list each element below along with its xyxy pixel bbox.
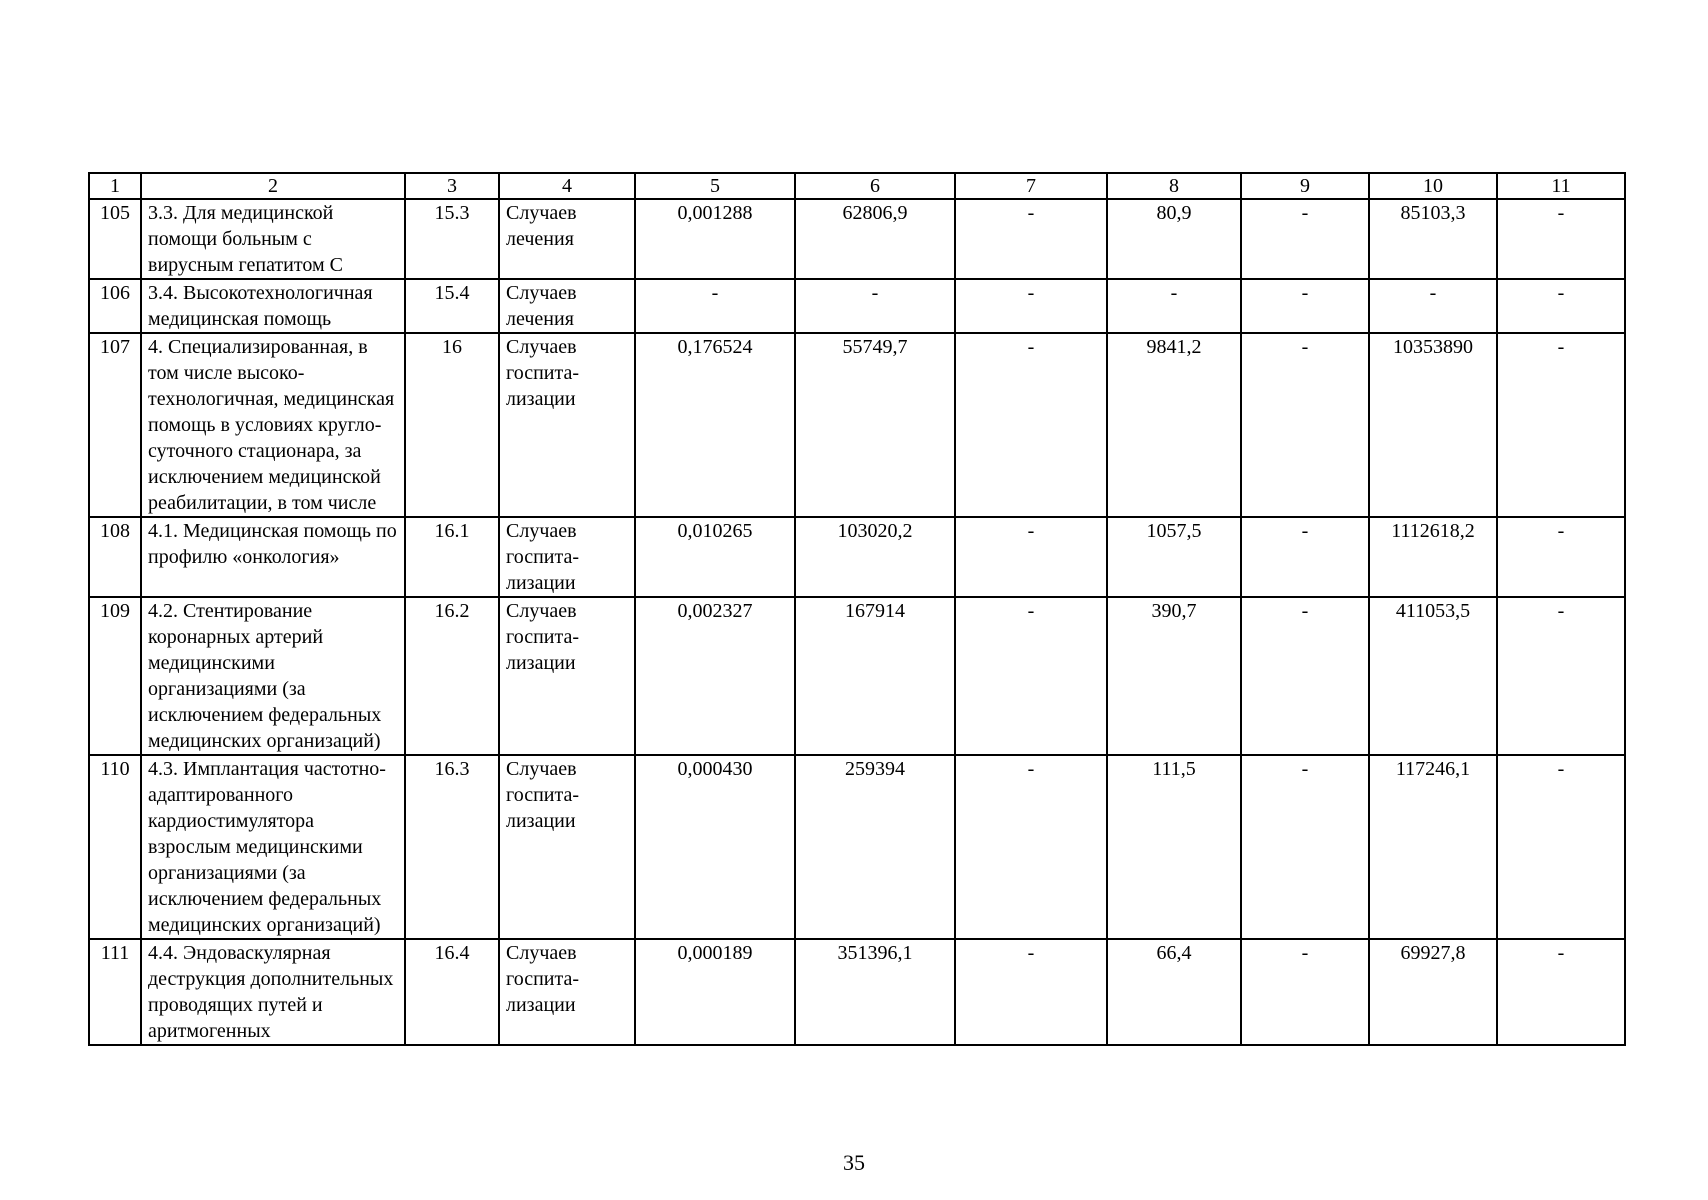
cell-col-7: - [955, 517, 1107, 597]
column-header-4: 4 [499, 173, 635, 199]
row-name: 4.4. Эндоваскулярная деструкция дополнительных проводящих путей и аритмогенных [141, 939, 405, 1045]
cell-col-8: - [1107, 279, 1241, 333]
table-row [89, 755, 1625, 939]
cell-col-8: 390,7 [1107, 597, 1241, 755]
row-unit: Случаев госпитализации [499, 597, 635, 755]
row-number: 105 [89, 199, 141, 279]
cell-col-11: - [1497, 333, 1625, 517]
cell-col-7: - [955, 199, 1107, 279]
table-row [89, 279, 1625, 333]
table-row [89, 333, 1625, 517]
row-number: 106 [89, 279, 141, 333]
row-unit: Случаев лечения [499, 279, 635, 333]
column-header-5: 5 [635, 173, 795, 199]
row-name: 4.3. Имплантация частотно-адаптированного кардиостимулятора взрослым медицинскими организациями (за исключением федеральных медицинских организаций) [141, 755, 405, 939]
cell-col-11: - [1497, 517, 1625, 597]
row-number: 110 [89, 755, 141, 939]
row-number: 109 [89, 597, 141, 755]
cell-col-7: - [955, 279, 1107, 333]
cell-col-7: - [955, 755, 1107, 939]
cell-col-9: - [1241, 199, 1369, 279]
row-unit: Случаев госпитализации [499, 333, 635, 517]
row-number: 111 [89, 939, 141, 1045]
cell-col-6: 167914 [795, 597, 955, 755]
row-name: 3.4. Высокотехнологичная медицинская помощь [141, 279, 405, 333]
cell-col-6: 103020,2 [795, 517, 955, 597]
cell-col-11: - [1497, 199, 1625, 279]
cell-col-5: 0,176524 [635, 333, 795, 517]
cell-col-9: - [1241, 517, 1369, 597]
row-code: 16.4 [405, 939, 499, 1045]
column-header-11: 11 [1497, 173, 1625, 199]
cell-col-6: 351396,1 [795, 939, 955, 1045]
row-unit: Случаев госпитализации [499, 517, 635, 597]
cell-col-5: 0,000430 [635, 755, 795, 939]
row-name: 3.3. Для медицинской помощи больным с вирусным гепатитом С [141, 199, 405, 279]
table-row [89, 939, 1625, 1045]
page-number: 35 [843, 1150, 865, 1175]
row-name: 4. Специализированная, в том числе высокотехнологичная, медицинская помощь в условиях круглосуточного стационара, за исключением медицинской реабилитации, в том числе [141, 333, 405, 517]
cell-col-9: - [1241, 939, 1369, 1045]
row-code: 16 [405, 333, 499, 517]
cell-col-10: 10353890 [1369, 333, 1497, 517]
column-header-10: 10 [1369, 173, 1497, 199]
cell-col-11: - [1497, 597, 1625, 755]
cell-col-8: 111,5 [1107, 755, 1241, 939]
row-code: 16.2 [405, 597, 499, 755]
cell-col-6: 62806,9 [795, 199, 955, 279]
cell-col-11: - [1497, 279, 1625, 333]
cell-col-5: 0,010265 [635, 517, 795, 597]
cell-col-11: - [1497, 939, 1625, 1045]
row-code: 15.4 [405, 279, 499, 333]
row-number: 108 [89, 517, 141, 597]
cell-col-8: 80,9 [1107, 199, 1241, 279]
column-header-3: 3 [405, 173, 499, 199]
row-unit: Случаев госпитализации [499, 939, 635, 1045]
cell-col-10: 1112618,2 [1369, 517, 1497, 597]
cell-col-9: - [1241, 755, 1369, 939]
cell-col-9: - [1241, 279, 1369, 333]
row-code: 16.1 [405, 517, 499, 597]
header-row [89, 173, 1625, 199]
cell-col-5: 0,002327 [635, 597, 795, 755]
cell-col-6: 259394 [795, 755, 955, 939]
row-name: 4.2. Стентирование коронарных артерий медицинскими организациями (за исключением федеральных медицинских организаций) [141, 597, 405, 755]
column-header-6: 6 [795, 173, 955, 199]
column-header-7: 7 [955, 173, 1107, 199]
cell-col-5: 0,000189 [635, 939, 795, 1045]
cell-col-8: 1057,5 [1107, 517, 1241, 597]
cell-col-6: 55749,7 [795, 333, 955, 517]
cell-col-7: - [955, 939, 1107, 1045]
cell-col-8: 66,4 [1107, 939, 1241, 1045]
column-header-9: 9 [1241, 173, 1369, 199]
cell-col-11: - [1497, 755, 1625, 939]
row-unit: Случаев госпитализации [499, 755, 635, 939]
cell-col-10: 411053,5 [1369, 597, 1497, 755]
row-unit: Случаев лечения [499, 199, 635, 279]
cell-col-6: - [795, 279, 955, 333]
cell-col-5: - [635, 279, 795, 333]
table-row [89, 597, 1625, 755]
cell-col-10: 69927,8 [1369, 939, 1497, 1045]
cell-col-7: - [955, 333, 1107, 517]
cell-col-8: 9841,2 [1107, 333, 1241, 517]
cell-col-10: - [1369, 279, 1497, 333]
table-header [89, 173, 1625, 199]
cell-col-10: 117246,1 [1369, 755, 1497, 939]
cell-col-5: 0,001288 [635, 199, 795, 279]
column-header-1: 1 [89, 173, 141, 199]
table-row [89, 199, 1625, 279]
cell-col-10: 85103,3 [1369, 199, 1497, 279]
row-code: 16.3 [405, 755, 499, 939]
data-table [88, 172, 1626, 1046]
cell-col-7: - [955, 597, 1107, 755]
column-header-8: 8 [1107, 173, 1241, 199]
cell-col-9: - [1241, 597, 1369, 755]
row-name: 4.1. Медицинская помощь по профилю «онкология» [141, 517, 405, 597]
row-number: 107 [89, 333, 141, 517]
cell-col-9: - [1241, 333, 1369, 517]
column-header-2: 2 [141, 173, 405, 199]
table-body [89, 199, 1625, 1045]
table-row [89, 517, 1625, 597]
row-code: 15.3 [405, 199, 499, 279]
